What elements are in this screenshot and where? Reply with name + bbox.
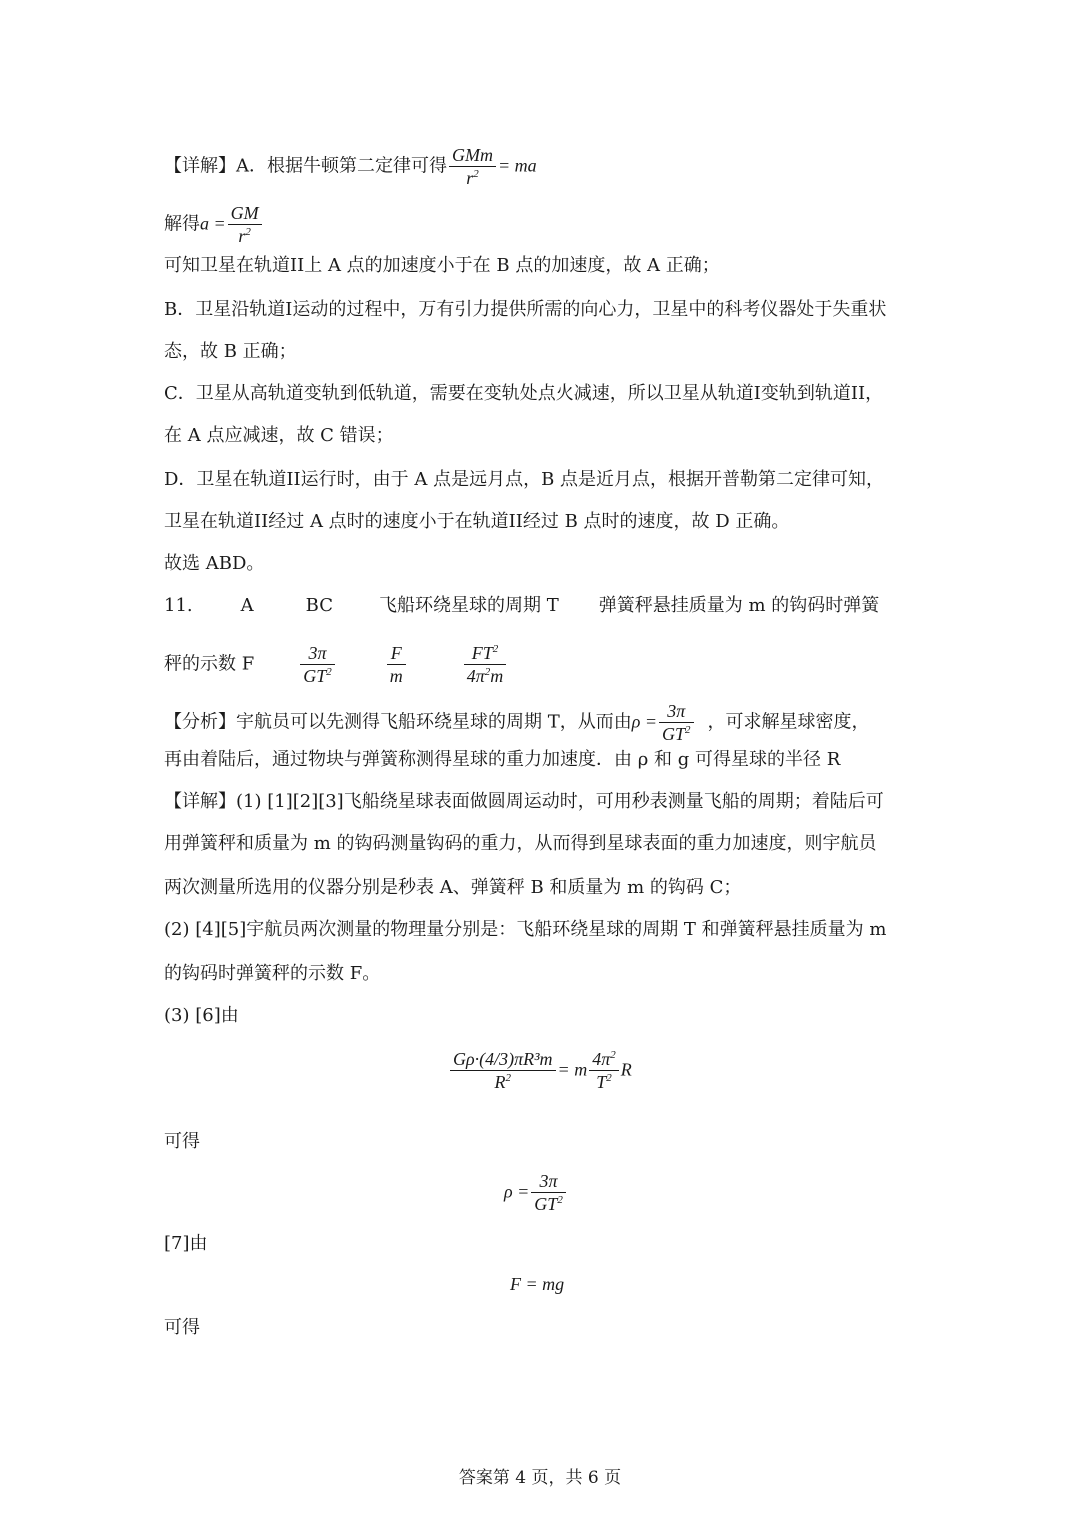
paragraph-line: B．卫星沿轨道I运动的过程中，万有引力提供所需的向心力，卫星中的科考仪器处于失重状: [164, 299, 887, 320]
paragraph-line: 【详解】(1) [1][2][3]飞船绕星球表面做圆周运动时，可用秒表测量飞船的周期；着陆后可: [164, 791, 884, 812]
paragraph-line: 的钩码时弹簧秤的示数 F。: [164, 963, 381, 984]
paragraph-line: [7]由: [164, 1233, 208, 1254]
answer-a: A: [240, 595, 254, 616]
detail-a-text: 【详解】A．根据牛顿第二定律可得: [164, 155, 447, 177]
paragraph-line: 故选 ABD。: [164, 553, 265, 574]
paragraph-line: 再由着陆后，通过物块与弹簧称测得星球的重力加速度．由 ρ 和 g 可得星球的半径 R: [164, 749, 841, 770]
fraction-4pi2-t2: $\frac{4\pi^2}{T^2}$: [589, 1048, 619, 1093]
answer-bc: BC: [305, 595, 333, 616]
paragraph-line: (3) [6]由: [164, 1005, 239, 1026]
paragraph-line: D．卫星在轨道II运行时，由于 A 点是远月点，B 点是近月点，根据开普勒第二定律可知，: [164, 469, 885, 490]
fraction-gmm-r2: $\frac{\text{GMm}}{r^2}$: [449, 144, 496, 189]
fraction-lhs: $\frac{\text{Gρ·(4/3)πR³m}}{R^2}$: [450, 1048, 556, 1093]
analysis-text: 【分析】宇航员可以先测得飞船环绕星球的周期 T，从而由: [164, 711, 632, 733]
detail-a-line: [164, 144, 537, 189]
equation-density: $\frac{\text{Gρ·(4/3)πR³m}}{R^2}$ = m $\frac{4\pi^2}{T^2}$ R: [448, 1048, 632, 1093]
paragraph-line: 态，故 B 正确；: [164, 341, 297, 362]
question-number: 11.: [164, 595, 193, 616]
equation-f-mg: F = mg: [510, 1274, 565, 1294]
paragraph-line: 可得: [164, 1131, 200, 1152]
fraction-f-m: $\frac{F}{m}$: [387, 642, 406, 687]
paragraph-line: 两次测量所选用的仪器分别是秒表 A、弹簧秤 B 和质量为 m 的钩码 C；: [164, 877, 742, 898]
fraction-ft2-4pi2m: $\frac{FT^2}{4\pi^2m}$: [464, 642, 507, 687]
page-footer: 答案第 4 页，共 6 页: [458, 1468, 622, 1488]
answer-spring-cont: 秤的示数 F: [164, 653, 255, 675]
q11-answer-line-2: [164, 642, 508, 687]
equation-lhs: a =: [200, 213, 226, 234]
fraction-3pi-gt2: $\frac{3\pi}{GT^2}$: [659, 700, 694, 745]
equation-rhs: = ma: [498, 155, 537, 176]
solve-a-line: [164, 202, 264, 247]
solve-text: 解得: [164, 213, 200, 235]
paragraph-line: 用弹簧秤和质量为 m 的钩码测量钩码的重力，从而得到星球表面的重力加速度，则宇航员: [164, 833, 877, 854]
equation-rho: ρ = $\frac{3\pi}{GT^2}$: [504, 1170, 568, 1215]
paragraph-line: C．卫星从高轨道变轨到低轨道，需要在变轨处点火减速，所以卫星从轨道I变轨到轨道II，: [164, 383, 884, 404]
paragraph-line: 卫星在轨道II经过 A 点时的速度小于在轨道II经过 B 点时的速度，故 D 正确。: [164, 511, 790, 532]
fraction-gm-r2: $\frac{GM}{r^2}$: [228, 202, 262, 247]
fraction-3pi-gt2: $\frac{3\pi}{GT^2}$: [300, 642, 335, 687]
paragraph-line: 可得: [164, 1317, 200, 1338]
answer-spring: 弹簧秤悬挂质量为 m 的钩码时弹簧: [598, 595, 880, 616]
paragraph-line: 可知卫星在轨道II上 A 点的加速度小于在 B 点的加速度，故 A 正确；: [164, 255, 720, 276]
fraction-3pi-gt2: $\frac{3\pi}{GT^2}$: [531, 1170, 566, 1215]
analysis-suffix: ，可求解星球密度，: [707, 711, 870, 733]
paragraph-line: 在 A 点应减速，故 C 错误；: [164, 425, 394, 446]
answer-period: 飞船环绕星球的周期 T: [378, 595, 559, 616]
q11-answer-line: [164, 594, 879, 618]
rho-lhs: ρ =: [631, 711, 658, 732]
analysis-line: [164, 700, 870, 745]
paragraph-line: (2) [4][5]宇航员两次测量的物理量分别是：飞船环绕星球的周期 T 和弹簧秤悬挂质量为 m: [164, 919, 887, 940]
